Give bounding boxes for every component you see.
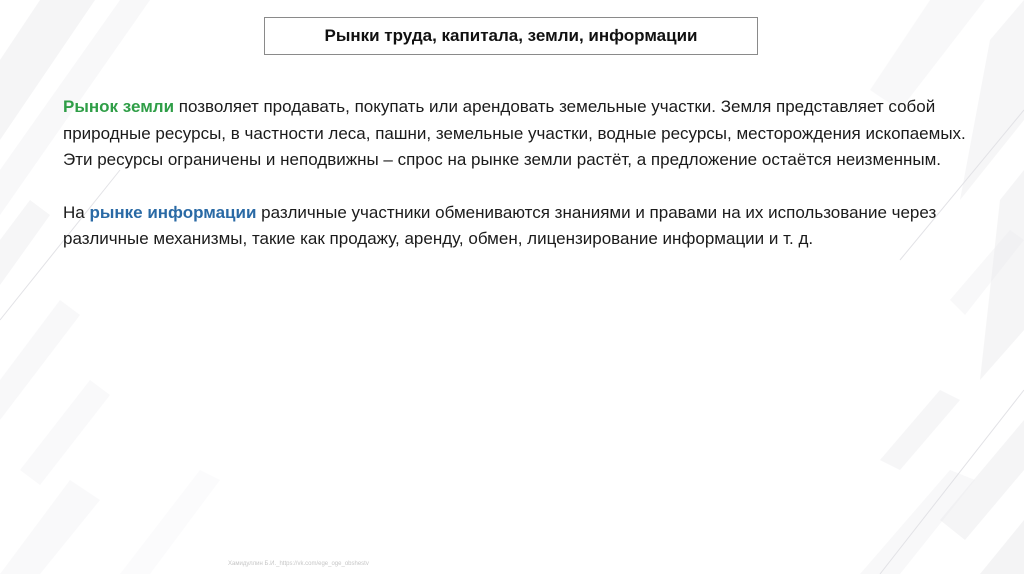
paragraph-information-market-text: различные участники обмениваются знаниями и правами на их использование через различные механизмы, такие как продажу, аренду, обмен, лицензирование информации и т. д.: [63, 202, 937, 248]
highlight-information-market: рынке информации: [89, 202, 257, 222]
paragraph-land-market-text: позволяет продавать, покупать или арендовать земельные участки. Земля представляет собой природные ресурсы, в частности леса, пашни, земельные участки, водные ресурсы, месторождения ископаемых. Эти ресурсы ограничены и неподвижны – спрос на рынке земли растёт, а предложение остаётся неизменным.: [63, 97, 966, 169]
slide-title: Рынки труда, капитала, земли, информации: [324, 26, 698, 45]
slide-title-box: [264, 17, 758, 55]
paragraph-land-market: [63, 94, 973, 174]
footer-credit: Хамидуллин Б.И._https://vk.com/ege_oge_obshestv: [228, 561, 369, 567]
paragraph-information-prefix: На: [63, 202, 90, 222]
slide-content: [63, 94, 973, 279]
paragraph-information-market: [63, 200, 973, 253]
highlight-land-market: Рынок земли: [63, 97, 175, 116]
